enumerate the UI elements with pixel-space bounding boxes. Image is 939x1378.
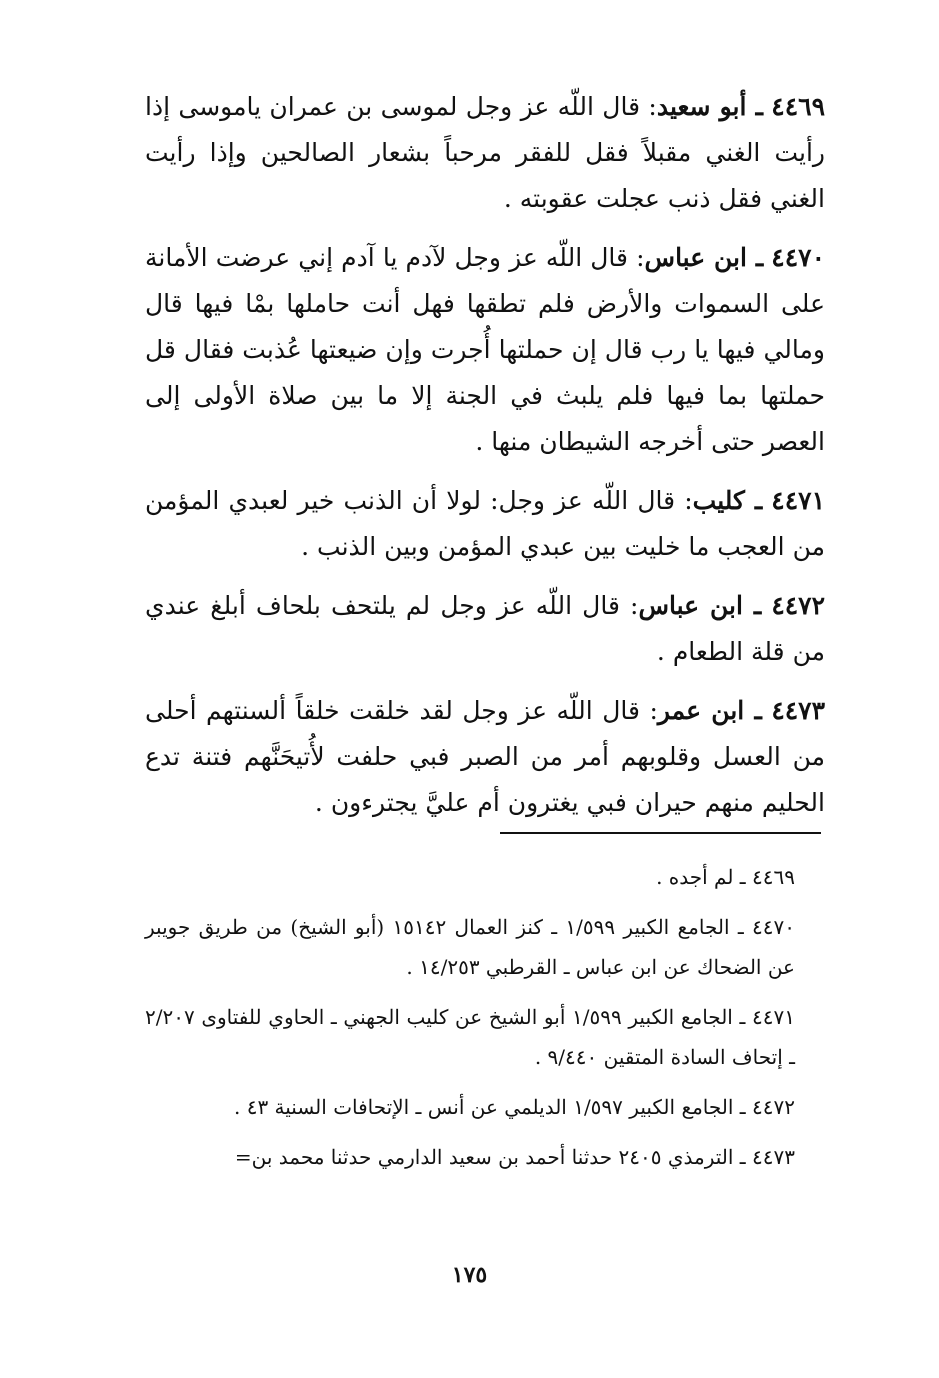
dash: ـ bbox=[744, 486, 763, 515]
hadith-number: ٤٤٧٣ bbox=[771, 696, 826, 725]
page-number: ١٧٥ bbox=[451, 1262, 488, 1288]
hadith-text: قال اللّه عز وجل لقد خلقت خلقاً ألسنتهم أحلى من العسل وقلوبهم أمر من الصبر فبي حلفت لأُتيحَنَّهم فتنة تدع الحليم منهم حيران فبي يغترون أم عليَّ يجترءون . bbox=[145, 696, 825, 817]
footnote-4472: ٤٤٧٢ ـ الجامع الكبير ١/٥٩٧ الديلمي عن أنس ـ الإتحافات السنية ٤٣ . bbox=[233, 1095, 795, 1119]
hadith-number: ٤٤٦٩ bbox=[771, 92, 825, 121]
narrator-name: ابن عباس bbox=[644, 243, 747, 272]
footnotes bbox=[145, 857, 825, 1187]
footnote-divider bbox=[500, 832, 821, 834]
hadith-text: قال اللّه عز وجل: لولا أن الذنب خير لعبدي المؤمن من العجب ما خليت بين عبدي المؤمن وبين الذنب . bbox=[145, 486, 825, 561]
hadith-number: ٤٤٧١ bbox=[771, 486, 826, 515]
dash: ـ bbox=[746, 243, 764, 272]
hadith-number: ٤٤٧٠ bbox=[771, 243, 825, 272]
footnote-4471: ٤٤٧١ ـ الجامع الكبير ١/٥٩٩ أبو الشيخ عن كليب الجهني ـ الحاوي للفتاوى ٢/٢٠٧ ـ إتحاف السادة المتقين ٩/٤٤٠ . bbox=[145, 1005, 795, 1069]
narrator-name: أبو سعيد bbox=[656, 92, 747, 121]
hadith-number: ٤٤٧٢ bbox=[771, 591, 826, 620]
hadith-entry-4470 bbox=[145, 235, 825, 465]
hadith-entry-4473 bbox=[145, 688, 825, 826]
hadith-body bbox=[145, 84, 825, 839]
hadith-entry-4469 bbox=[145, 84, 825, 222]
footnote-4470: ٤٤٧٠ ـ الجامع الكبير ١/٥٩٩ ـ كنز العمال ١٥١٤٢ (أبو الشيخ) من طريق جويبر عن الضحاك عن ابن عباس ـ القرطبي ١٤/٢٥٣ . bbox=[145, 915, 795, 979]
hadith-entry-4471 bbox=[145, 478, 825, 570]
colon: : bbox=[640, 92, 657, 121]
hadith-text: قال اللّه عز وجل لآدم يا آدم إني عرضت الأمانة على السموات والأرض فلم تطقها فهل أنت حاملها بمْا فيها قال ومالي فيها يا رب قال إن حملتها أُجرت وإن ضيعتها عُذبت فقال قل حملتها بما فيها فلم يلبث في الجنة إلا ما بين صلاة الأولى إلى العصر حتى أخرجه الشيطان منها . bbox=[145, 243, 825, 456]
colon: : bbox=[639, 696, 658, 725]
narrator-name: ابن عمر bbox=[657, 696, 745, 725]
colon: : bbox=[619, 591, 639, 620]
hadith-text: قال اللّه عز وجل لموسى بن عمران ياموسى إذا رأيت الغني مقبلاً فقل للفقر مرحباً بشعار الصالحين وإذا رأيت الغني فقل ذنب عجلت عقوبته . bbox=[145, 92, 825, 213]
narrator-name: ابن عباس bbox=[638, 591, 743, 620]
narrator-name: كليب bbox=[692, 486, 745, 515]
footnote-4473: ٤٤٧٣ ـ الترمذي ٢٤٠٥ حدثنا أحمد بن سعيد الدارمي حدثنا محمد بن= bbox=[234, 1145, 795, 1169]
dash: ـ bbox=[746, 92, 763, 121]
footnote-4469: ٤٤٦٩ ـ لم أجده . bbox=[656, 865, 795, 889]
colon: : bbox=[628, 243, 645, 272]
hadith-text: قال اللّه عز وجل لم يلتحف بلحاف أبلغ عندي من قلة الطعام . bbox=[145, 591, 825, 666]
colon: : bbox=[675, 486, 693, 515]
dash: ـ bbox=[742, 591, 762, 620]
hadith-entry-4472 bbox=[145, 583, 825, 675]
dash: ـ bbox=[744, 696, 762, 725]
